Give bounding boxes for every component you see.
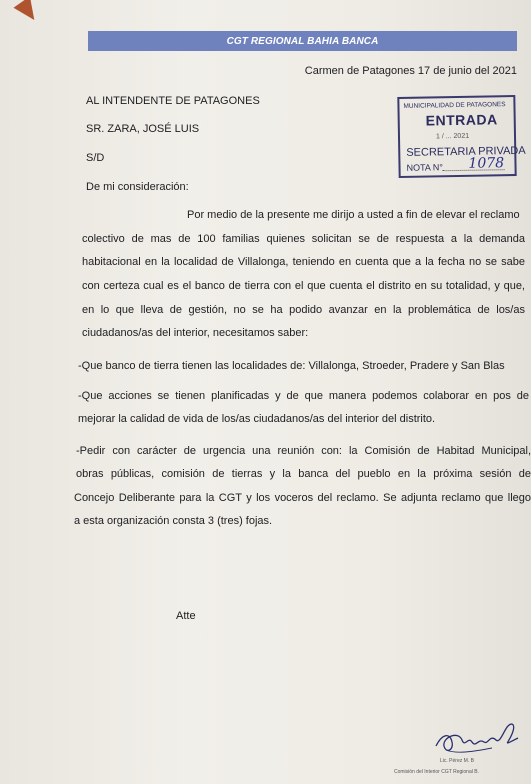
body-p1-line-2: colectivo de mas de 100 familias quienes solicitan se de respuesta a la demanda [82, 233, 525, 245]
closing: Atte [176, 610, 196, 622]
question-3-line-2: obras públicas, comisión de tierras y la banca del pueblo en la próxima sesión de [76, 468, 531, 480]
body-p1-line-6: ciudadanos/as del interior, necesitamos saber: [82, 327, 309, 339]
question-1: -Que banco de tierra tienen las localidades de: Villalonga, Stroeder, Pradere y San Blas [78, 360, 505, 372]
question-2-line-1: -Que acciones se tienen planificadas y de que manera podemos colaborar en pos de [78, 390, 529, 402]
question-3-line-3: Concejo Deliberante para la CGT y los voceros del reclamo. Se adjunta reclamo que llego [74, 492, 531, 504]
body-p1-line-3: habitacional en la localidad de Villalonga, teniendo en cuenta que a la fecha no se sabe [82, 256, 525, 268]
greeting: De mi consideración: [86, 181, 189, 193]
recipient-line-2: SR. ZARA, JOSÉ LUIS [86, 123, 200, 135]
signature-name: Lic. Pérez M. B [440, 758, 474, 764]
recipient-line-1: AL INTENDENTE DE PATAGONES [86, 95, 260, 107]
body-p1-line-1: Por medio de la presente me dirijo a usted a fin de elevar el reclamo [187, 209, 520, 221]
entry-stamp [397, 95, 526, 178]
body-p1-line-5: en lo que lleva de gestión, no se ha podido avanzar en la problemática de los/as [82, 304, 525, 316]
place-date: Carmen de Patagones 17 de junio del 2021 [304, 65, 517, 77]
body-p1-line-4: con certeza cual es el banco de tierra con el que cuenta el distrito en su totalidad, y que, [82, 280, 525, 292]
stamp-secretaria: SECRETARIA PRIVADA [406, 144, 526, 159]
signature-title: Comisión del Interior CGT Regional B. [394, 769, 479, 775]
question-3-line-4: a esta organización consta 3 (tres) fojas. [74, 515, 273, 527]
corner-mark [13, 0, 42, 26]
stamp-date: 1 / ... 2021 [435, 132, 470, 141]
stamp-entrada: ENTRADA [425, 111, 498, 129]
recipient-line-3: S/D [86, 152, 105, 164]
stamp-nota-label: NOTA N° [406, 162, 444, 173]
question-2-line-2: mejorar la calidad de vida de los/as ciudadanos/as del interior del distrito. [78, 413, 436, 425]
stamp-nota-number: 1078 [468, 155, 505, 172]
stamp-municipality: MUNICIPALIDAD DE PATAGONES [403, 101, 506, 110]
letterhead-banner: CGT REGIONAL BAHIA BANCA [88, 31, 517, 51]
question-3-line-1: -Pedir con carácter de urgencia una reunión con: la Comisión de Habitad Municipal, [76, 445, 531, 457]
